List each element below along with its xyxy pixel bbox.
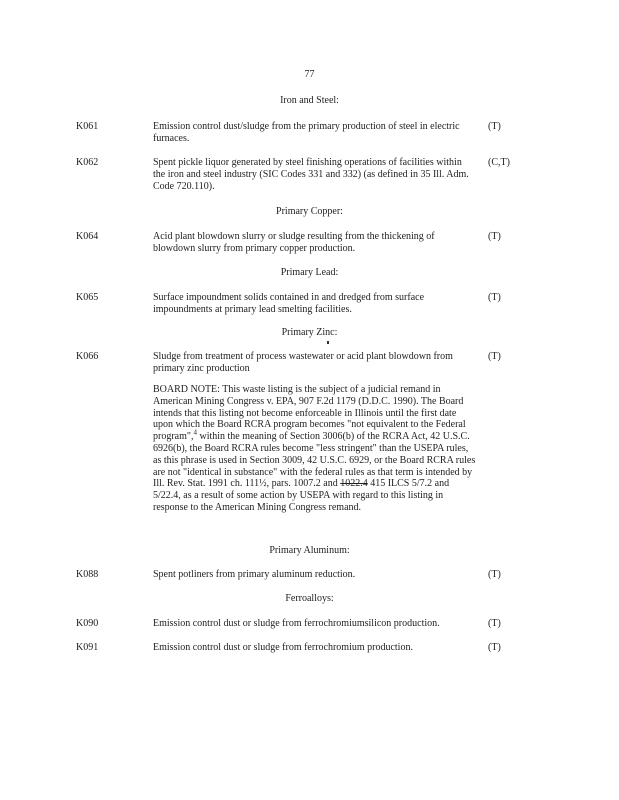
page-number: 77 xyxy=(304,69,315,80)
hazard-code: (T) xyxy=(488,351,501,362)
board-note-text-continued: within the meaning of Section 3006(b) of the RCRA Act, 42 U.S.C. 6926(b), the Board RCRA rules become "less stringent" than the USEPA rules, as this phrase is used in Section 3009, 42 U.S.C. 6929, or the Board RCRA rules are not "identical in substance" with the federal rules as that term is intended by Ill. Rev. Stat. 1991 ch. 111½, pars. 1007.2 and xyxy=(153,431,476,490)
waste-code: K065 xyxy=(76,292,99,303)
section-heading-primary-copper: Primary Copper: xyxy=(276,206,343,217)
board-note xyxy=(153,384,478,514)
waste-description: Emission control dust or sludge from ferrochromiumsilicon production. xyxy=(153,618,440,629)
hazard-code: (T) xyxy=(488,642,501,653)
section-heading-ferroalloys: Ferroalloys: xyxy=(285,593,334,604)
waste-code: K090 xyxy=(76,618,99,629)
waste-code: K066 xyxy=(76,351,99,362)
waste-description: Sludge from treatment of process wastewater or acid plant blowdown from primary zinc production xyxy=(153,351,453,374)
hazard-code: (T) xyxy=(488,121,501,132)
stray-mark xyxy=(327,341,329,344)
waste-description: Emission control dust/sludge from the primary production of steel in electric furnaces. xyxy=(153,121,460,144)
hazard-code: (T) xyxy=(488,618,501,629)
board-note-text: BOARD NOTE: This waste listing is the subject of a judicial remand in American Mining Congress v. EPA, 907 F.2d 1179 (D.D.C. 1990). The Board intends that this listing not become enforceable in Illinois until the first date upon which the Board RCRA program becomes "not equivalent to the Federal program", xyxy=(153,384,466,443)
section-heading-iron-steel: Iron and Steel: xyxy=(280,95,339,106)
hazard-code: (C,T) xyxy=(488,157,510,168)
footnote-reference: 4 xyxy=(193,428,197,437)
waste-code: K062 xyxy=(76,157,99,168)
hazard-code: (T) xyxy=(488,231,501,242)
waste-description: Surface impoundment solids contained in and dredged from surface impoundments at primary lead smelting facilities. xyxy=(153,292,425,315)
waste-description: Spent pickle liquor generated by steel finishing operations of facilities within the iron and steel industry (SIC Codes 331 and 332) (as defined in 35 Ill. Adm. Code 720.110). xyxy=(153,157,469,192)
waste-description: Spent potliners from primary aluminum reduction. xyxy=(153,569,356,580)
waste-description: Acid plant blowdown slurry or sludge resulting from the thickening of blowdown slurry from primary copper production. xyxy=(153,231,435,254)
deleted-text: 1022.4 xyxy=(340,478,368,490)
section-heading-primary-lead: Primary Lead: xyxy=(280,267,339,278)
hazard-code: (T) xyxy=(488,569,501,580)
board-note-text-end: 415 ILCS 5/7.2 and 5/22.4, as a result of some action by USEPA with regard to this listing in response to the American Mining Congress remand. xyxy=(153,478,450,513)
waste-description: Emission control dust or sludge from ferrochromium production. xyxy=(153,642,413,653)
section-heading-primary-aluminum: Primary Aluminum: xyxy=(269,545,350,556)
waste-code: K064 xyxy=(76,231,99,242)
hazard-code: (T) xyxy=(488,292,501,303)
section-heading-primary-zinc: Primary Zinc: xyxy=(281,327,338,338)
waste-code: K061 xyxy=(76,121,99,132)
waste-code: K088 xyxy=(76,569,99,580)
waste-code: K091 xyxy=(76,642,99,653)
